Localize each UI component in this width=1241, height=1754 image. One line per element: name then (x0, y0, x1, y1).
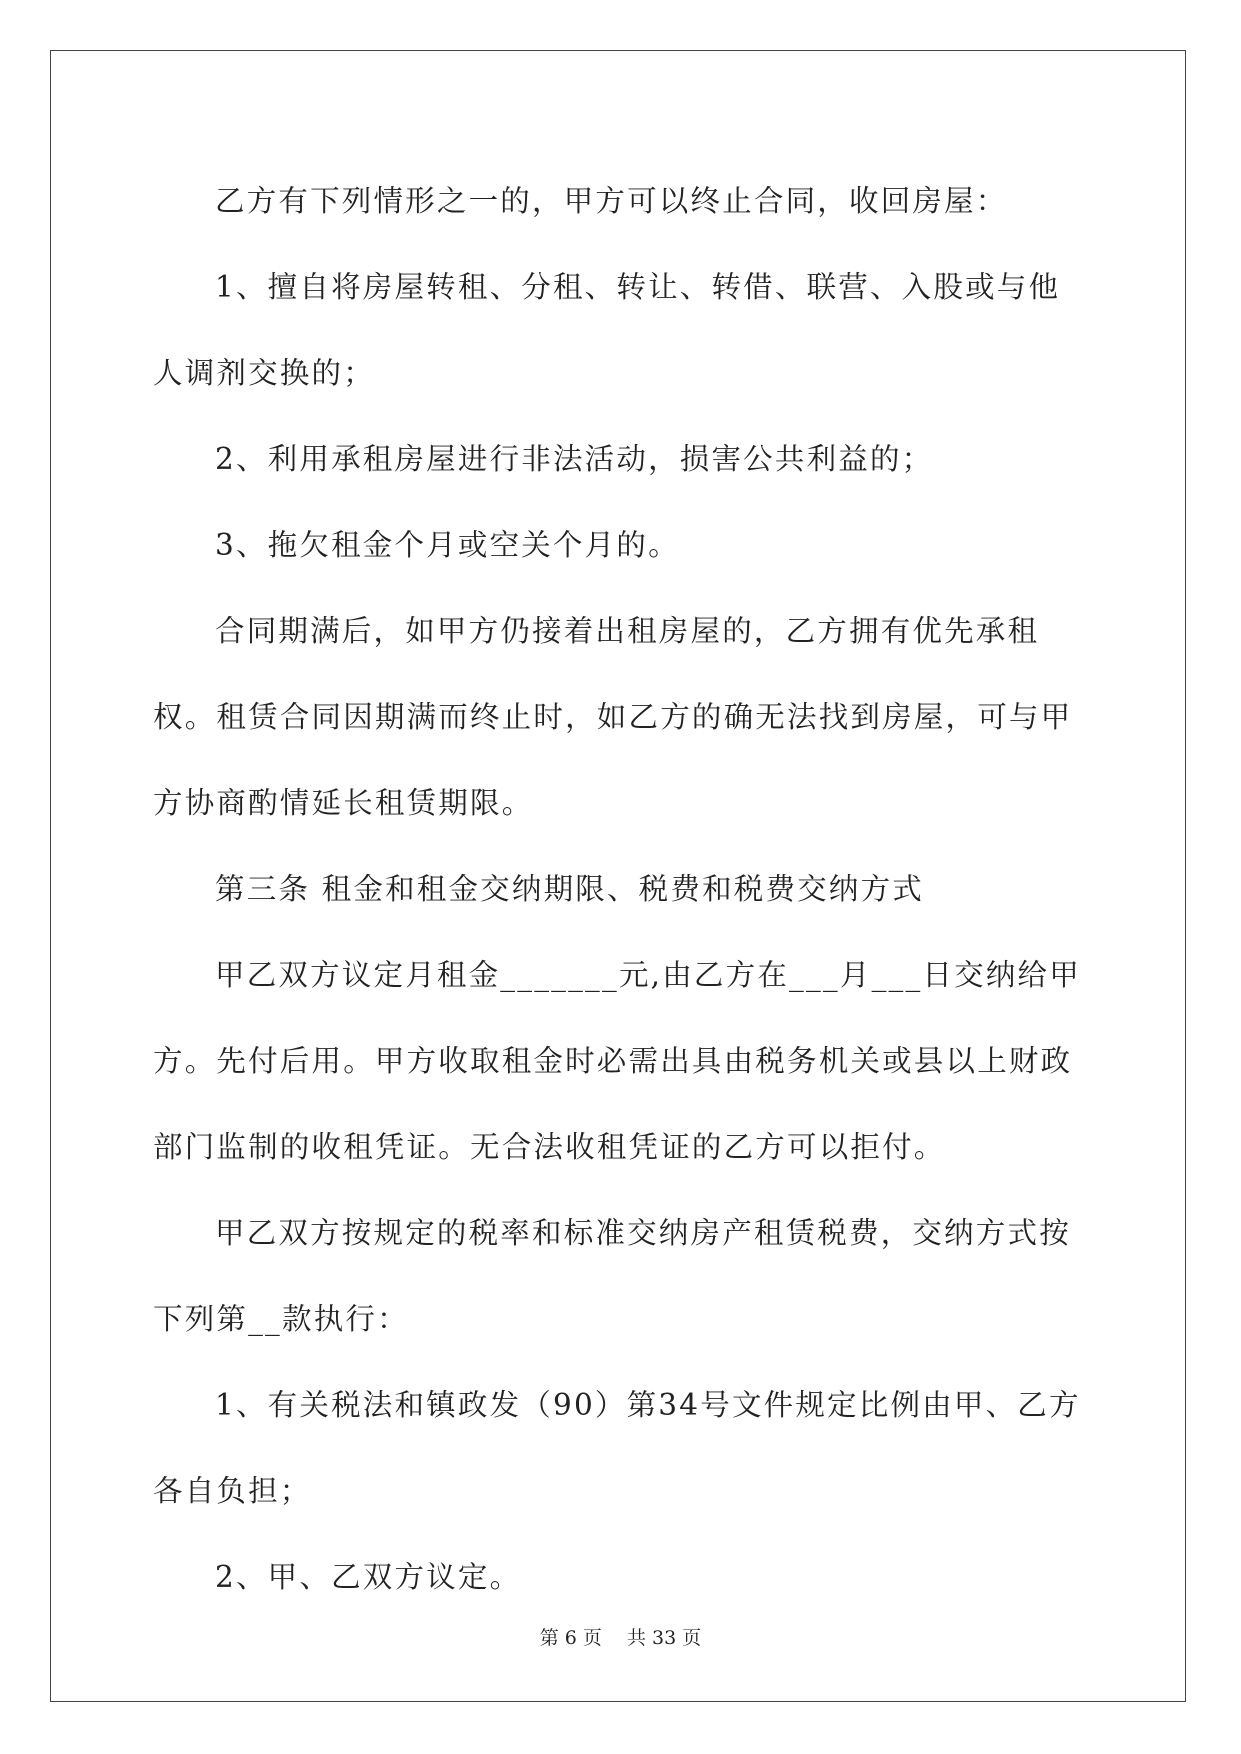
document-body (153, 158, 1088, 1620)
paragraph: 甲乙双方按规定的税率和标准交纳房产租赁税费，交纳方式按下列第__款执行： (153, 1216, 1071, 1336)
paragraph: 合同期满后，如甲方仍接着出租房屋的，乙方拥有优先承租权。租赁合同因期满而终止时，如乙方的确无法找到房屋，可与甲方协商酌情延长租赁期限。 (153, 614, 1073, 820)
paragraph: 3、拖欠租金个月或空关个月的。 (215, 528, 680, 562)
section-heading: 第三条 租金和租金交纳期限、税费和税费交纳方式 (215, 872, 924, 906)
paragraph: 2、利用承租房屋进行非法活动，损害公共利益的； (215, 442, 934, 476)
paragraph: 2、甲、乙双方议定。 (215, 1560, 522, 1594)
paragraph: 1、擅自将房屋转租、分租、转让、转借、联营、入股或与他人调剂交换的； (153, 270, 1061, 390)
paragraph: 乙方有下列情形之一的，甲方可以终止合同，收回房屋： (215, 184, 1008, 218)
paragraph: 1、有关税法和镇政发（90）第34号文件规定比例由甲、乙方各自负担； (153, 1388, 1081, 1508)
page-number-footer: 第 6 页 共 33 页 (539, 1627, 702, 1649)
paragraph: 甲乙双方议定月租金_______元,由乙方在___月___日交纳给甲方。先付后用。甲方收取租金时必需出具由税务机关或县以上财政部门监制的收租凭证。无合法收租凭证的乙方可以拒付。 (153, 958, 1081, 1164)
